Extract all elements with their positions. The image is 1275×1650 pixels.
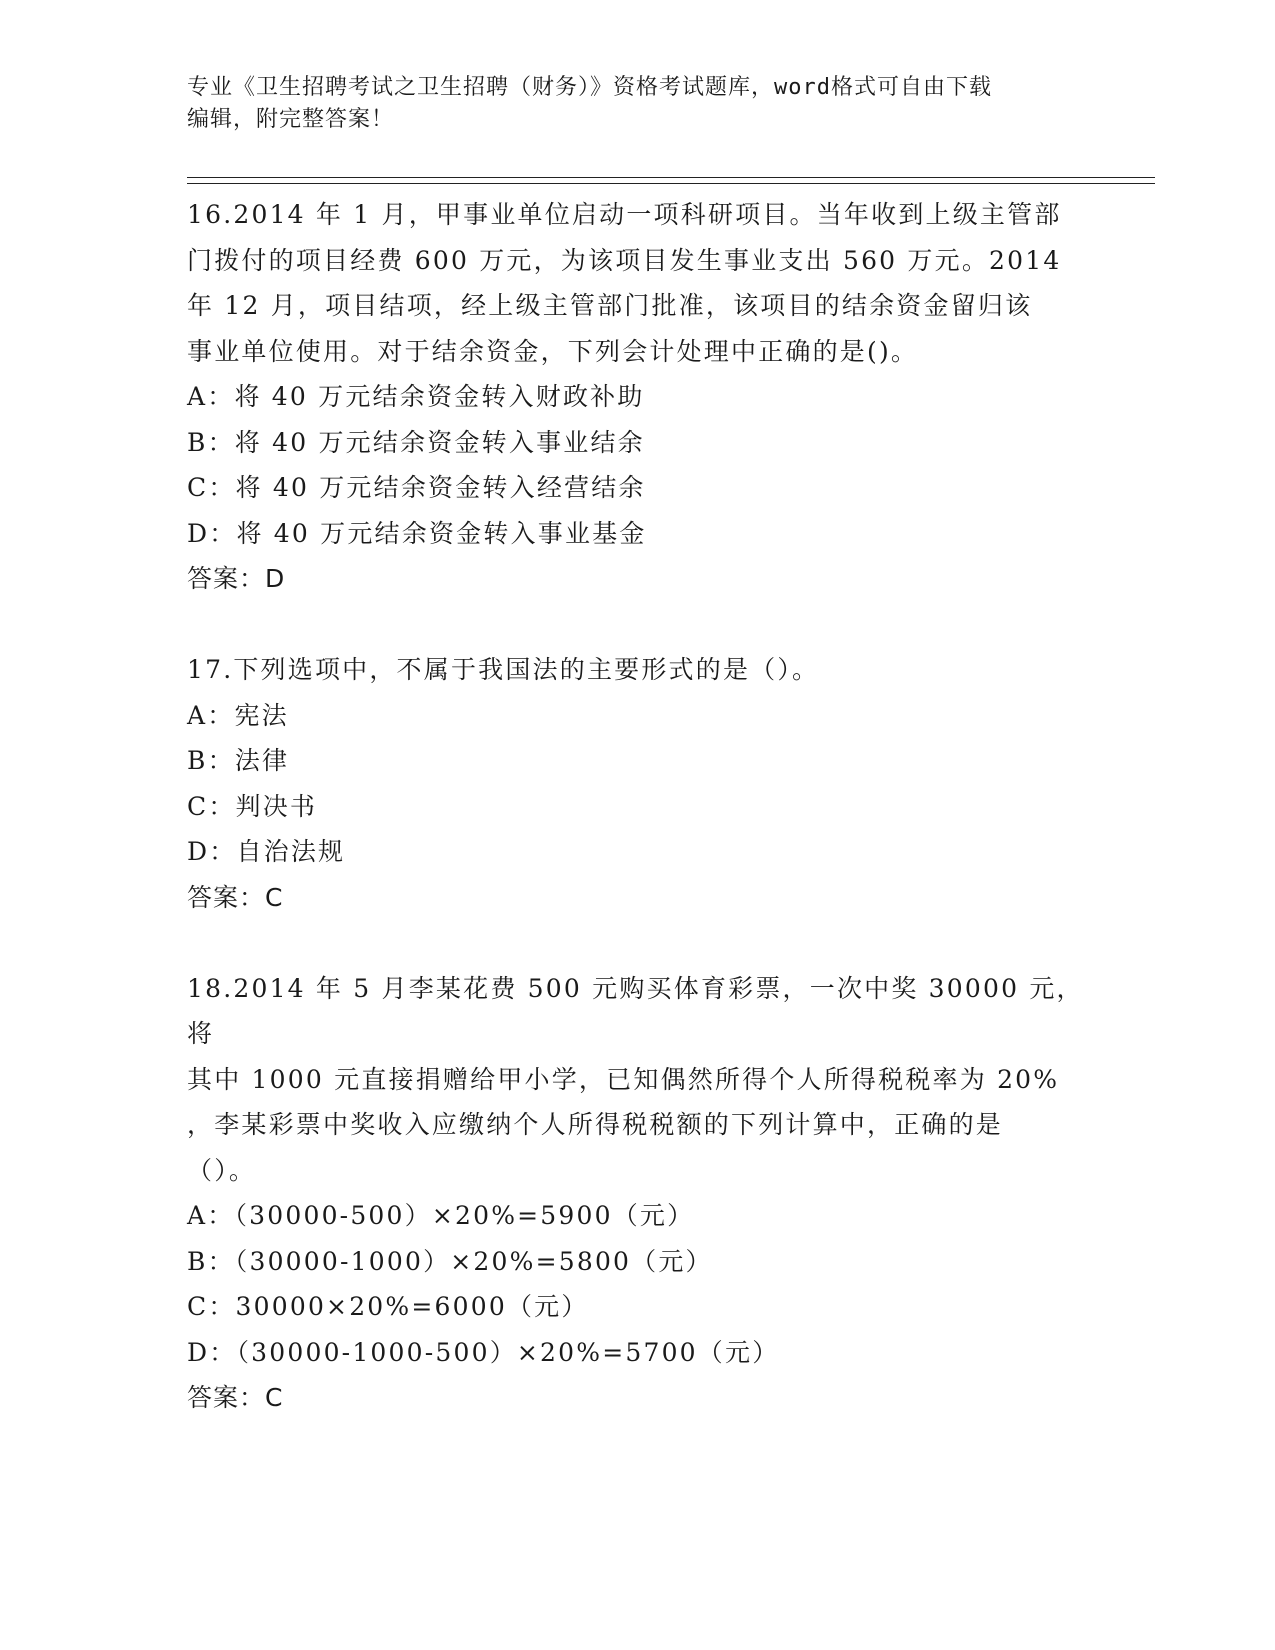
option-a: A：（30000-500）×20%=5900（元） — [187, 1201, 695, 1230]
question-stem-line: 16.2014 年 1 月，甲事业单位启动一项科研项目。当年收到上级主管部 — [187, 200, 1062, 229]
question-list — [187, 192, 1107, 1420]
question-stem-line: 其中 1000 元直接捐赠给甲小学，已知偶然所得个人所得税税率为 20% — [187, 1064, 1060, 1094]
question-16 — [187, 192, 1107, 601]
option-c: C：将 40 万元结余资金转入经营结余 — [187, 473, 646, 502]
header-line-1: 专业《卫生招聘考试之卫生招聘（财务）》资格考试题库，word格式可自由下载 — [187, 75, 992, 100]
option-a: A：宪法 — [187, 700, 289, 730]
question-stem-line: 门拨付的项目经费 600 万元，为该项目发生事业支出 560 万元。2014 — [187, 245, 1062, 275]
question-stem-line: ，李某彩票中奖收入应缴纳个人所得税税额的下列计算中，正确的是 — [187, 1110, 1004, 1139]
header-divider-top — [187, 177, 1155, 178]
option-c: C：判决书 — [187, 791, 318, 821]
option-b: B：（30000-1000）×20%=5800（元） — [187, 1246, 713, 1276]
option-b: B：将 40 万元结余资金转入事业结余 — [187, 427, 645, 457]
answer-label: 答案：D — [187, 564, 286, 593]
question-spacer — [187, 601, 1107, 647]
answer-label: 答案：C — [187, 882, 284, 912]
question-stem-line: 17.下列选项中，不属于我国法的主要形式的是（）。 — [187, 655, 820, 684]
option-d: D：自治法规 — [187, 837, 346, 866]
question-stem-line: 年 12 月，项目结项，经上级主管部门批准，该项目的结余资金留归该 — [187, 291, 1033, 320]
option-c: C：30000×20%=6000（元） — [187, 1292, 589, 1321]
question-stem-line: 18.2014 年 5 月李某花费 500 元购买体育彩票，一次中奖 30000 元，将 — [187, 973, 1084, 1048]
answer-label: 答案：C — [187, 1383, 284, 1412]
option-a: A：将 40 万元结余资金转入财政补助 — [187, 382, 645, 411]
question-18 — [187, 966, 1107, 1421]
question-17 — [187, 647, 1107, 920]
option-d: D：将 40 万元结余资金转入事业基金 — [187, 518, 647, 548]
header-divider-bottom — [187, 183, 1155, 184]
question-stem-line: （）。 — [187, 1155, 257, 1185]
document-header — [187, 72, 1087, 136]
question-stem-line: 事业单位使用。对于结余资金，下列会计处理中正确的是()。 — [187, 336, 919, 366]
option-b: B：法律 — [187, 746, 290, 775]
header-line-2: 编辑，附完整答案！ — [187, 107, 395, 132]
question-spacer — [187, 920, 1107, 966]
option-d: D：（30000-1000-500）×20%=5700（元） — [187, 1337, 780, 1367]
